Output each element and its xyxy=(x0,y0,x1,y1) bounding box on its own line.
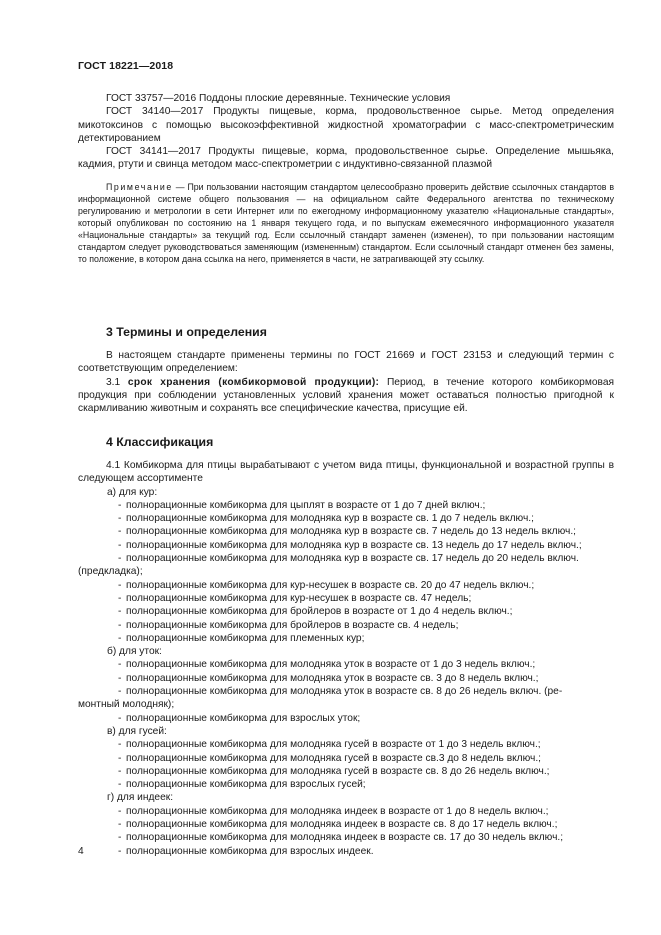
term-number: 3.1 xyxy=(106,376,128,388)
list-item: - полнорационные комбикорма для племенных кур; xyxy=(118,632,365,644)
page-number: 4 xyxy=(78,846,84,857)
list-item-continuation: монтный молодняк); xyxy=(78,699,175,711)
list-item: - полнорационные комбикорма для бройлеров в возрасте св. 4 недель; xyxy=(118,619,459,631)
list-item: - полнорационные комбикорма для молодняка кур в возрасте св. 7 недель до 13 недель включ.; xyxy=(118,526,576,538)
term-name: срок хранения (комбикормовой продукции): xyxy=(127,376,380,388)
list-item: - полнорационные комбикорма для молодняка уток в возрасте св. 3 до 8 недель включ.; xyxy=(118,672,539,684)
section-terms-body xyxy=(78,349,614,415)
reference-item: ГОСТ 34141—2017 Продукты пищевые, корма, продовольственное сырье. Определение мышьяка, кадмия, ртути и свинца методом масс-спектрометрии с индуктивно-связанной плазмой xyxy=(78,146,614,171)
section-heading-classification: 4 Классификация xyxy=(106,435,214,449)
list-item: - полнорационные комбикорма для молодняка гусей в возрасте св. 8 до 26 недель включ.; xyxy=(118,765,550,777)
note-block xyxy=(78,181,614,265)
group-label-turkeys: г) для индеек: xyxy=(107,792,174,804)
list-item: - полнорационные комбикорма для взрослых гусей; xyxy=(118,779,366,791)
list-item: - полнорационные комбикорма для кур-несушек в возрасте св. 47 недель; xyxy=(118,592,472,604)
references-list xyxy=(78,92,614,172)
list-item: - полнорационные комбикорма для молодняка индеек в возрасте св. 8 до 17 недель включ.; xyxy=(118,819,558,831)
section-classification-body xyxy=(78,459,614,858)
list-item: - полнорационные комбикорма для молодняка кур в возрасте св. 1 до 7 недель включ.; xyxy=(118,513,534,525)
note-text: — При пользовании настоящим стандартом целесообразно проверить действие ссылочных стандартов в информационной системе общего пользования — на официальном сайте Федерального агентства по техническому регулированию и метрологии в сети Интернет или по ежегодному информационному указателю «Национальные стандарты», который опубликован по состоянию на 1 января текущего года, и по выпускам ежемесячного информационного указателя «Национальные стандарты» за текущий год. Если ссылочный стандарт заменен (изменен), то при пользовании настоящим стандартом следует руководствоваться заменяющим (измененным) стандартом. Если ссылочный стандарт отменен без замены, то положение, в котором дана ссылка на него, применяется в части, не затрагивающей эту ссылку. xyxy=(78,182,614,264)
group-label-chickens: а) для кур: xyxy=(107,486,158,498)
list-item: - полнорационные комбикорма для молодняка кур в возрасте св. 17 недель до 20 недель включ. xyxy=(118,553,579,565)
list-item: - полнорационные комбикорма для взрослых индеек. xyxy=(118,845,374,857)
term-definition xyxy=(78,376,614,416)
list-item: - полнорационные комбикорма для молодняка гусей в возрасте св.3 до 8 недель включ.; xyxy=(118,752,542,764)
list-item: - полнорационные комбикорма для молодняка уток в возрасте от 1 до 3 недель включ.; xyxy=(118,659,536,671)
note-paragraph xyxy=(78,181,614,265)
list-item-continuation: (предкладка); xyxy=(78,566,143,578)
reference-item: ГОСТ 34140—2017 Продукты пищевые, корма, продовольственное сырье. Метод определения микотоксинов с помощью высокоэффективной жидкостной хроматографии с масс-спектрометрическим детектированием xyxy=(78,106,614,144)
list-item: - полнорационные комбикорма для молодняка гусей в возрасте от 1 до 3 недель включ.; xyxy=(118,739,541,751)
list-item: - полнорационные комбикорма для молодняка индеек в возрасте св. 17 до 30 недель включ.; xyxy=(118,832,564,844)
note-label: Примечание xyxy=(106,182,173,192)
group-label-ducks: б) для уток: xyxy=(107,646,162,658)
terms-intro: В настоящем стандарте применены термины по ГОСТ 21669 и ГОСТ 23153 и следующий термин с соответствующим определением: xyxy=(78,350,614,375)
group-label-geese: в) для гусей: xyxy=(107,725,167,737)
list-item: - полнорационные комбикорма для молодняка индеек в возрасте от 1 до 8 недель включ.; xyxy=(118,805,549,817)
section-heading-terms: 3 Термины и определения xyxy=(106,325,267,339)
list-item: - полнорационные комбикорма для кур-несушек в возрасте св. 20 до 47 недель включ.; xyxy=(118,579,535,591)
term-text: Период, в течение которого комбикормовая продукция при соблюдении установленных условий хранения может оставаться полностью пригодной к скармливанию животным и сохранять все специфические качества, присущие ей. xyxy=(78,376,615,415)
list-item: - полнорационные комбикорма для молодняка уток в возрасте св. 8 до 26 недель включ. (ре- xyxy=(118,686,563,698)
reference-item: ГОСТ 33757—2016 Поддоны плоские деревянные. Технические условия xyxy=(106,93,451,104)
document-header: ГОСТ 18221—2018 xyxy=(78,60,174,72)
list-item: - полнорационные комбикорма для взрослых уток; xyxy=(118,712,361,724)
list-item: - полнорационные комбикорма для бройлеров в возрасте от 1 до 4 недель включ.; xyxy=(118,606,513,618)
list-item: - полнорационные комбикорма для цыплят в возрасте от 1 до 7 дней включ.; xyxy=(118,499,486,511)
classification-intro: 4.1 Комбикорма для птицы вырабатывают с учетом вида птицы, функциональной и возрастной группы в следующем ассортименте xyxy=(78,460,614,485)
list-item: - полнорационные комбикорма для молодняка кур в возрасте св. 13 недель до 17 недель включ.; xyxy=(118,539,582,551)
